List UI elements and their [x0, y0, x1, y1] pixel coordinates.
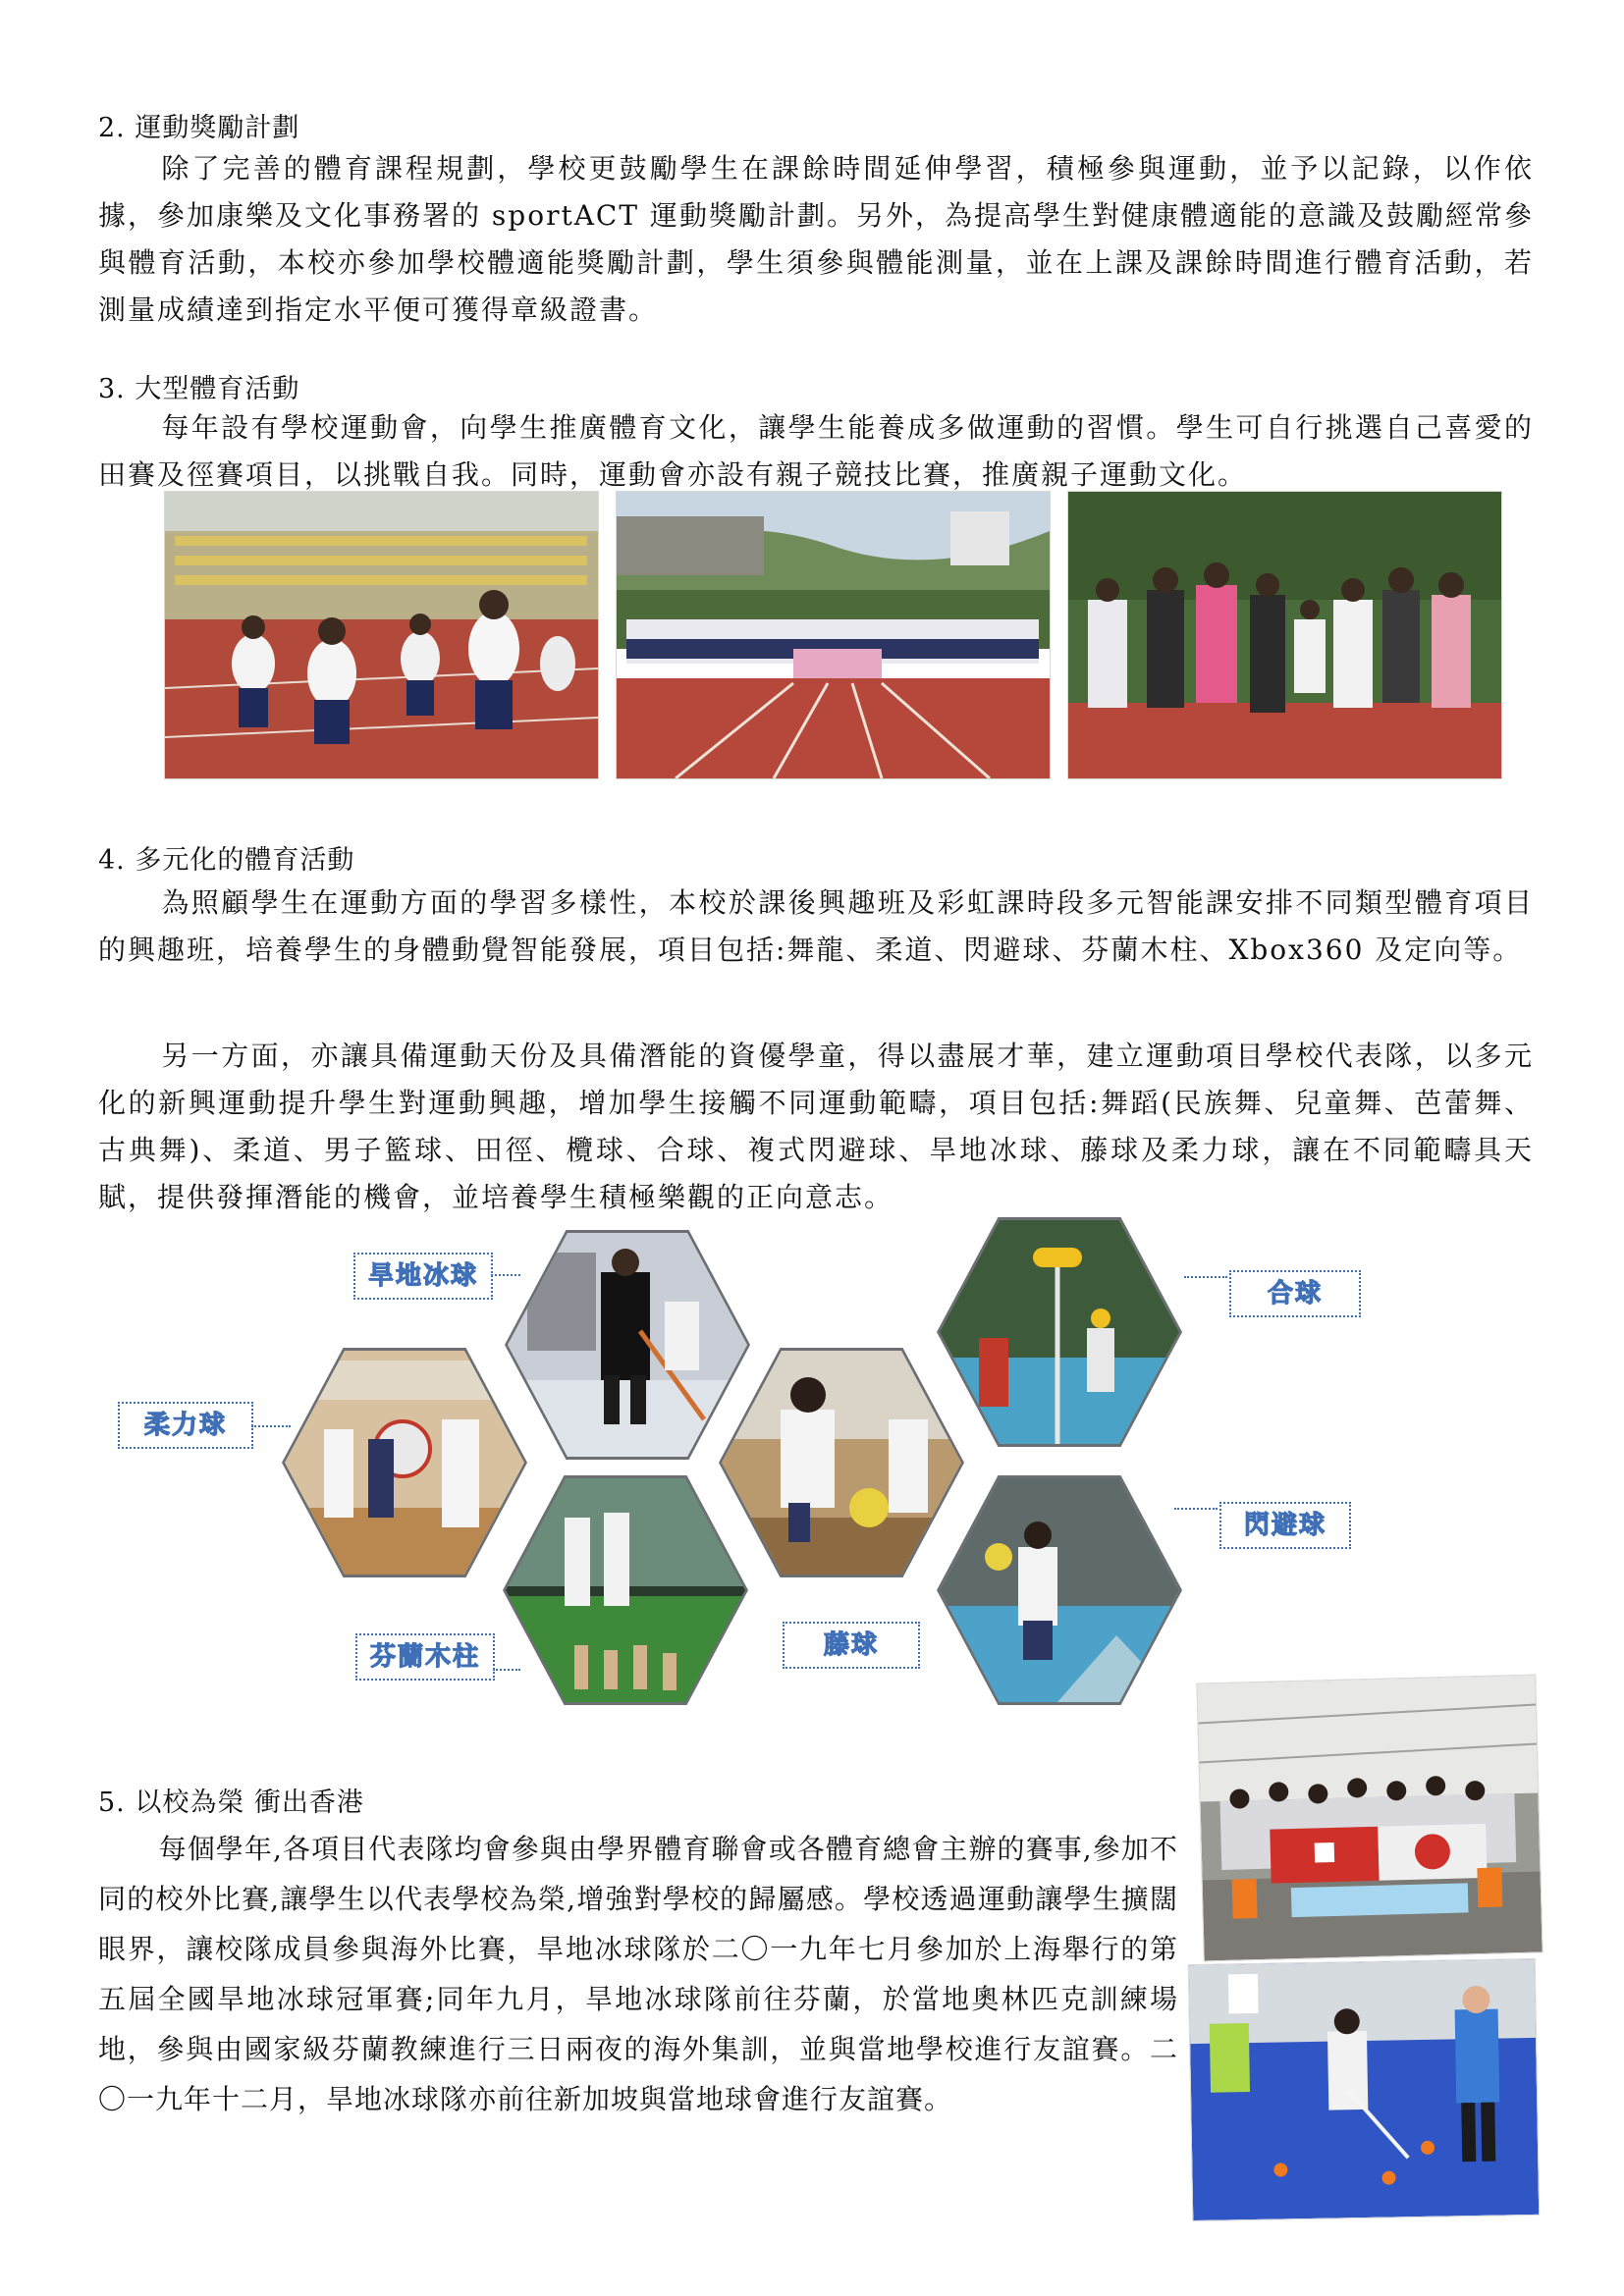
label-floorball: 旱地冰球 — [353, 1253, 493, 1300]
section-5-heading: 5. 以校為榮 衝出香港 — [98, 1788, 364, 1818]
rouliqiu-photo — [285, 1351, 524, 1575]
leader-korfball — [1184, 1276, 1227, 1278]
section-4-heading: 4. 多元化的體育活動 — [98, 845, 355, 876]
sports-day-photo-group — [616, 491, 1051, 779]
label-kubb: 芬蘭木柱 — [355, 1633, 495, 1681]
section-3-paragraph: 每年設有學校運動會，向學生推廣體育文化，讓學生能養成多做運動的習慣。學生可自行挑選自己喜愛的田賽及徑賽項目，以挑戰自我。同時，運動會亦設有親子競技比賽，推廣親子運動文化。 — [98, 411, 1534, 491]
section-2-heading: 2. 運動獎勵計劃 — [98, 113, 300, 143]
section-2-paragraph: 除了完善的體育課程規劃，學校更鼓勵學生在課餘時間延伸學習，積極參與運動，並予以記錄，以作依據，參加康樂及文化事務署的 sportACT 運動獎勵計劃。另外，為提高學生對健康體適能的意識及鼓勵經常參與體育活動，本校亦參加學校體適能獎勵計劃，學生須參與體能測量，並在上課及課餘時間進行體育活動，若測量成績達到指定水平便可獲得章級證書。 — [98, 152, 1534, 326]
sports-day-photo-parents — [1067, 491, 1502, 779]
floorball-training-photo — [1188, 1958, 1541, 2221]
section-4-paragraph-1: 為照顧學生在運動方面的學習多樣性，本校於課後興趣班及彩虹課時段多元智能課安排不同類型體育項目的興趣班，培養學生的身體動覺智能發展，項目包括:舞龍、柔道、閃避球、芬蘭木柱、Xbox360 及定向等。 — [98, 886, 1534, 966]
label-dodgeball: 閃避球 — [1219, 1502, 1351, 1549]
sepak-takraw-photo — [722, 1351, 961, 1575]
floorball-team-photo — [1196, 1675, 1543, 1962]
leader-rouliqiu — [251, 1425, 291, 1427]
leader-dodgeball — [1174, 1508, 1218, 1510]
label-sepak-takraw: 藤球 — [783, 1622, 920, 1669]
label-rouliqiu: 柔力球 — [118, 1402, 253, 1449]
section-4-paragraph-2: 另一方面，亦讓具備運動天份及具備潛能的資優學童，得以盡展才華，建立運動項目學校代表隊，以多元化的新興運動提升學生對運動興趣，增加學生接觸不同運動範疇，項目包括:舞蹈(民族舞、兒童舞、芭蕾舞、古典舞)、柔道、男子籃球、田徑、欖球、合球、複式閃避球、旱地冰球、藤球及柔力球，讓在不同範疇具天賦，提供發揮潛能的機會，並培養學生積極樂觀的正向意志。 — [98, 1040, 1534, 1213]
section-3-heading: 3. 大型體育活動 — [98, 374, 300, 404]
leader-floorball — [491, 1274, 520, 1276]
dodgeball-photo — [940, 1478, 1179, 1702]
label-korfball: 合球 — [1229, 1270, 1361, 1317]
sports-day-photo-running — [164, 491, 599, 779]
korfball-photo — [940, 1220, 1179, 1444]
leader-kubb — [493, 1669, 520, 1671]
section-5-paragraph: 每個學年,各項目代表隊均會參與由學界體育聯會或各體育總會主辦的賽事,參加不同的校外比賽,讓學生以代表學校為榮,增強對學校的歸屬感。學校透過運動讓學生擴闊眼界，讓校隊成員參與海外比賽，旱地冰球隊於二〇一九年七月參加於上海舉行的第五屆全國旱地冰球冠軍賽;同年九月，旱地冰球隊前往芬蘭，於當地奧林匹克訓練場地，參與由國家級芬蘭教練進行三日兩夜的海外集訓，並與當地學校進行友誼賽。二〇一九年十二月，旱地冰球隊亦前往新加坡與當地球會進行友誼賽。 — [98, 1833, 1178, 2115]
floorball-photo — [508, 1233, 747, 1457]
kubb-photo — [506, 1478, 745, 1702]
